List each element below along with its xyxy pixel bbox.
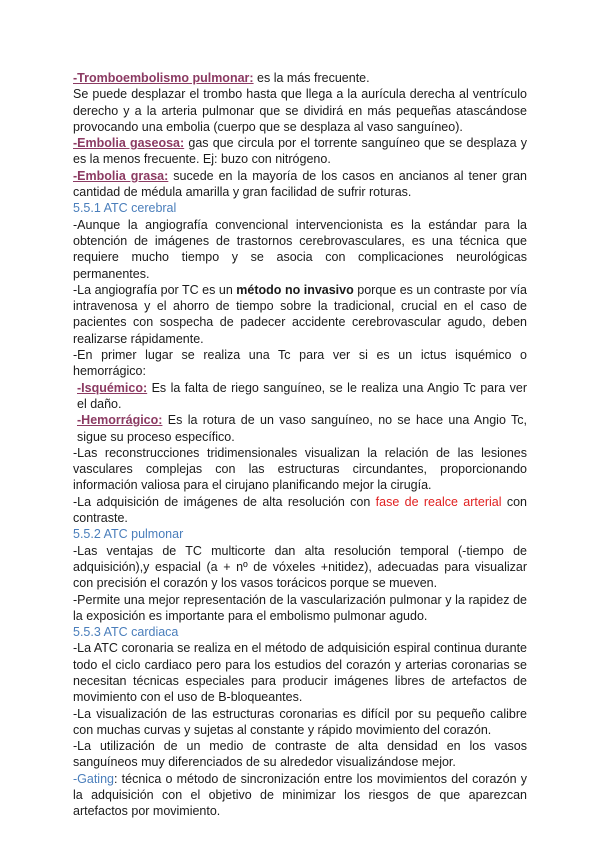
term-isquemico: -Isquémico: [77, 380, 148, 395]
document-page [73, 70, 527, 820]
term-embolia-gaseosa: -Embolia gaseosa: [73, 136, 185, 151]
paragraph-primer-lugar: -En primer lugar se realiza una Tc para ver si es un ictus isquémico o hemorrágico: [73, 348, 527, 379]
paragraph-vascularizacion-pulmonar: -Permite una mejor representación de la vascularización pulmonar y la rapidez de la exposición es importante para el embolismo pulmonar agudo. [73, 592, 527, 623]
bold-metodo-no-invasivo: método no invasivo [236, 282, 354, 297]
paragraph-ventajas-tc: -Las ventajas de TC multicorte dan alta resolución temporal (-tiempo de adquisición),y espacial (a + nº de vóxeles +nitidez), adecuadas para visualizar con precisión el corazón y los vasos torácicos porque se mueven. [73, 543, 527, 591]
paragraph-estructuras-coronarias: -La visualización de las estructuras coronarias es difícil por su pequeño calibre con muchas curvas y sujetas al constante y rápido movimiento del corazón. [73, 706, 527, 737]
paragraph-trombo-desplazamiento: Se puede desplazar el trombo hasta que llega a la aurícula derecha al ventrículo derecho y a la arteria pulmonar que se dividirá en más pequeñas atascándose provocando una embolia (cuerpo que se desplaza al vaso sanguíneo). [73, 87, 527, 134]
paragraph-text: porque es un contraste por vía intravenosa y el ahorro de tiempo sobre la tradicional, crucial en el caso de pacientes con sospecha de padecer accidente cerebrovascular agudo, deben realizarse rápidamente. [73, 282, 527, 346]
term-tromboembolismo: -Tromboembolismo pulmonar: [73, 71, 254, 85]
paragraph-medio-contraste: -La utilización de un medio de contraste de alta densidad en los vasos sanguíneos muy diferenciados de su alrededor visualizándose mejor. [73, 739, 527, 770]
paragraph-text: -La angiografía por TC es un [73, 282, 237, 297]
paragraph-text: gas que circula por el torrente sanguíneo que se desplaza y es la menos frecuente. Ej: buzo con nitrógeno. [73, 136, 528, 167]
paragraph-embolia-gaseosa [73, 135, 527, 168]
term-hemorragico: -Hemorrágico: [77, 413, 163, 428]
paragraph-text: con contraste. [73, 494, 527, 526]
paragraph-text: sucede en la mayoría de los casos en ancianos al tener gran cantidad de médula amarilla y gran facilidad de sufrir roturas. [73, 168, 527, 200]
paragraph-text: Es la falta de riego sanguíneo, se le realiza una Angio Tc para ver el daño. [77, 380, 527, 411]
term-gating: -Gating [73, 771, 114, 786]
highlight-fase-realce-arterial: fase de realce arterial [375, 494, 502, 509]
paragraph-reconstrucciones: -Las reconstrucciones tridimensionales visualizan la relación de las lesiones vasculares complejas con las estructuras circundantes, proporcionando información valiosa para el cirujano planificando mejor la cirugía. [73, 445, 527, 493]
paragraph-gating [73, 771, 527, 820]
paragraph-text: Es la rotura de un vaso sanguíneo, no se hace una Angio Tc, sigue su proceso específico. [77, 413, 527, 444]
section-heading-atc-cerebral: 5.5.1 ATC cerebral [73, 201, 177, 216]
paragraph-angiografia-convencional: -Aunque la angiografía convencional intervencionista es la estándar para la obtención de imágenes de trastornos cerebrovasculares, es una técnica que requiere mucho tiempo y se asocia con complicaciones neurológicas permanentes. [73, 217, 527, 281]
paragraph-text: : técnica o método de sincronización entre los movimientos del corazón y la adquisición con el objetivo de minimizar los riesgos de que aparezcan artefactos por movimiento. [73, 771, 527, 819]
paragraph-adquisicion-alta-resolucion [73, 494, 527, 527]
paragraph-atc-coronaria: -La ATC coronaria se realiza en el método de adquisición espiral continua durante todo el ciclo cardiaco pero para los estudios del corazón y arterias coronarias se necesitan técnicas especiales para producir imágenes libres de artefactos de movimiento con el uso de B-bloqueantes. [73, 641, 527, 705]
paragraph-hemorragico [73, 412, 527, 445]
paragraph-tromboembolismo [73, 70, 527, 86]
paragraph-angiografia-tc [73, 282, 527, 347]
paragraph-isquemico [73, 380, 527, 413]
section-heading-atc-cardiaca: 5.5.3 ATC cardiaca [73, 625, 179, 640]
term-embolia-grasa: -Embolia grasa: [73, 168, 169, 183]
paragraph-embolia-grasa [73, 168, 527, 201]
paragraph-text: -La adquisición de imágenes de alta resolución con [73, 494, 376, 509]
paragraph-text: es la más frecuente. [253, 71, 370, 85]
section-heading-atc-pulmonar: 5.5.2 ATC pulmonar [73, 527, 184, 542]
